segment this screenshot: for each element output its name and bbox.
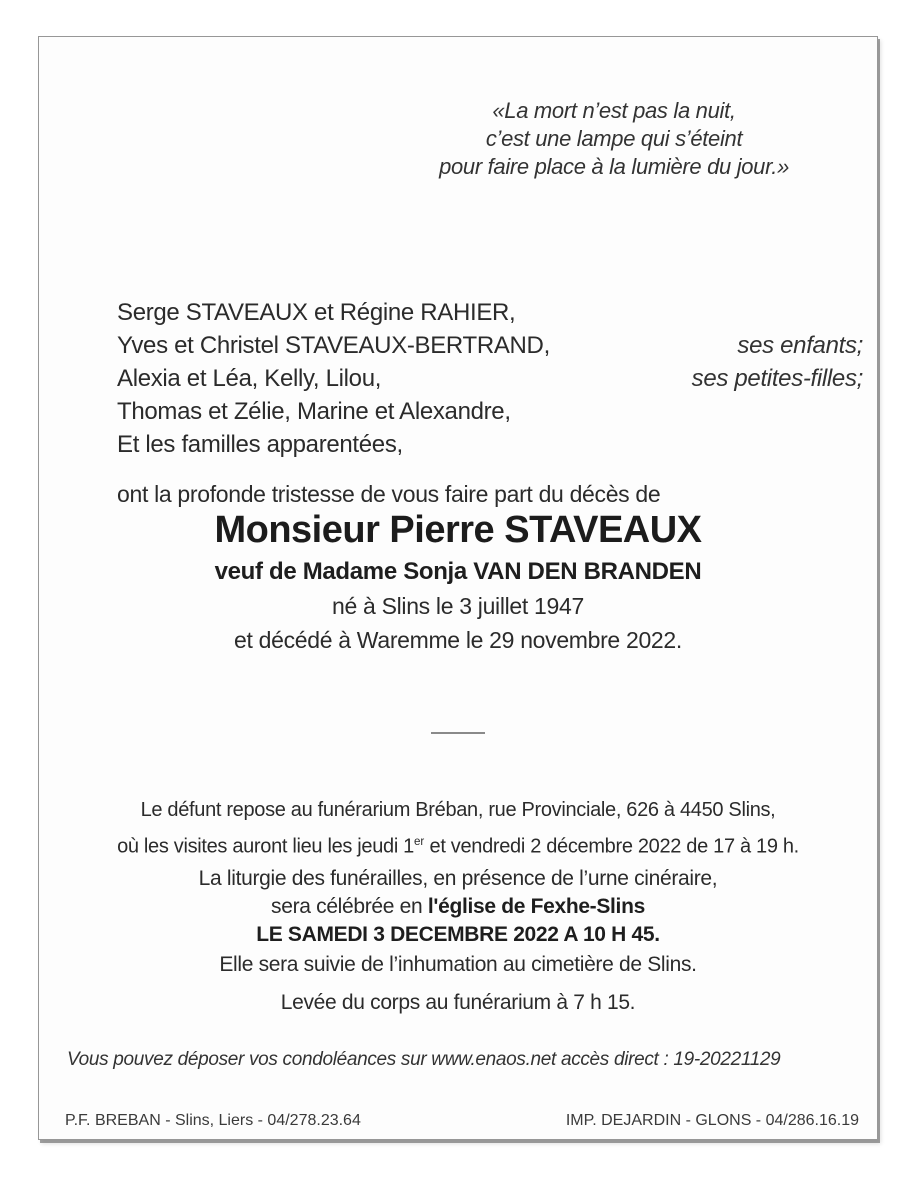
death-line: et décédé à Waremme le 29 novembre 2022.	[234, 627, 682, 653]
burial-line: Elle sera suivie de l’inhumation au cimetière de Slins.	[219, 953, 697, 976]
church-name: l'église de Fexhe-Slins	[427, 895, 645, 918]
family-names: Et les familles apparentées,	[117, 431, 403, 458]
footer	[65, 1112, 859, 1130]
repose-line2-pre: où les visites auront lieu les jeudi 1	[117, 835, 414, 858]
ordinal-superscript: er	[413, 835, 425, 848]
divider-line	[431, 732, 485, 734]
family-row	[117, 332, 863, 365]
family-names: Thomas et Zélie, Marine et Alexandre,	[117, 398, 511, 425]
quote-line: «La mort n’est pas la nuit,	[492, 98, 736, 123]
repose-paragraph	[39, 795, 877, 863]
repose-line2-post: et vendredi 2 décembre 2022 de 17 à 19 h.	[424, 835, 799, 858]
liturgy-line1: La liturgie des funérailles, en présence de l’urne cinéraire,	[198, 867, 718, 890]
widower-line: veuf de Madame Sonja VAN DEN BRANDEN	[214, 558, 702, 585]
family-row	[117, 299, 863, 332]
levee-line: Levée du corps au funérarium à 7 h 15.	[280, 991, 636, 1014]
memorial-quote	[439, 97, 789, 181]
repose-line1: Le défunt repose au funérarium Bréban, rue Provinciale, 626 à 4450 Slins,	[140, 799, 776, 821]
quote-line: c’est une lampe qui s’éteint	[485, 126, 743, 151]
ceremony-datetime: LE SAMEDI 3 DECEMBRE 2022 A 10 H 45.	[256, 923, 660, 946]
announcement-intro: ont la profonde tristesse de vous faire part du décès de	[117, 481, 661, 507]
family-row	[117, 398, 863, 431]
liturgy-line2-pre: sera célébrée en	[271, 895, 428, 918]
family-list	[117, 299, 863, 464]
printer-contact: IMP. DEJARDIN - GLONS - 04/286.16.19	[565, 1112, 859, 1129]
family-row	[117, 365, 863, 398]
repose-line2	[39, 826, 877, 863]
liturgy-paragraph	[39, 865, 877, 949]
family-names: Yves et Christel STAVEAUX-BERTRAND,	[117, 332, 550, 359]
family-relation: ses petites-filles;	[691, 365, 863, 392]
family-names: Serge STAVEAUX et Régine RAHIER,	[117, 299, 516, 326]
family-names: Alexia et Léa, Kelly, Lilou,	[117, 365, 382, 392]
deceased-name: Monsieur Pierre STAVEAUX	[214, 509, 702, 551]
family-row	[117, 431, 863, 464]
birth-line: né à Slins le 3 juillet 1947	[332, 593, 584, 619]
condolences-line: Vous pouvez déposer vos condoléances sur www.enaos.net accès direct : 19-20221129	[67, 1049, 781, 1070]
announcement-card	[38, 36, 878, 1140]
family-relation: ses enfants;	[737, 332, 863, 359]
liturgy-line2	[39, 893, 877, 921]
quote-line: pour faire place à la lumière du jour.»	[439, 154, 789, 179]
funeral-home-contact: P.F. BREBAN - Slins, Liers - 04/278.23.64	[65, 1112, 361, 1129]
